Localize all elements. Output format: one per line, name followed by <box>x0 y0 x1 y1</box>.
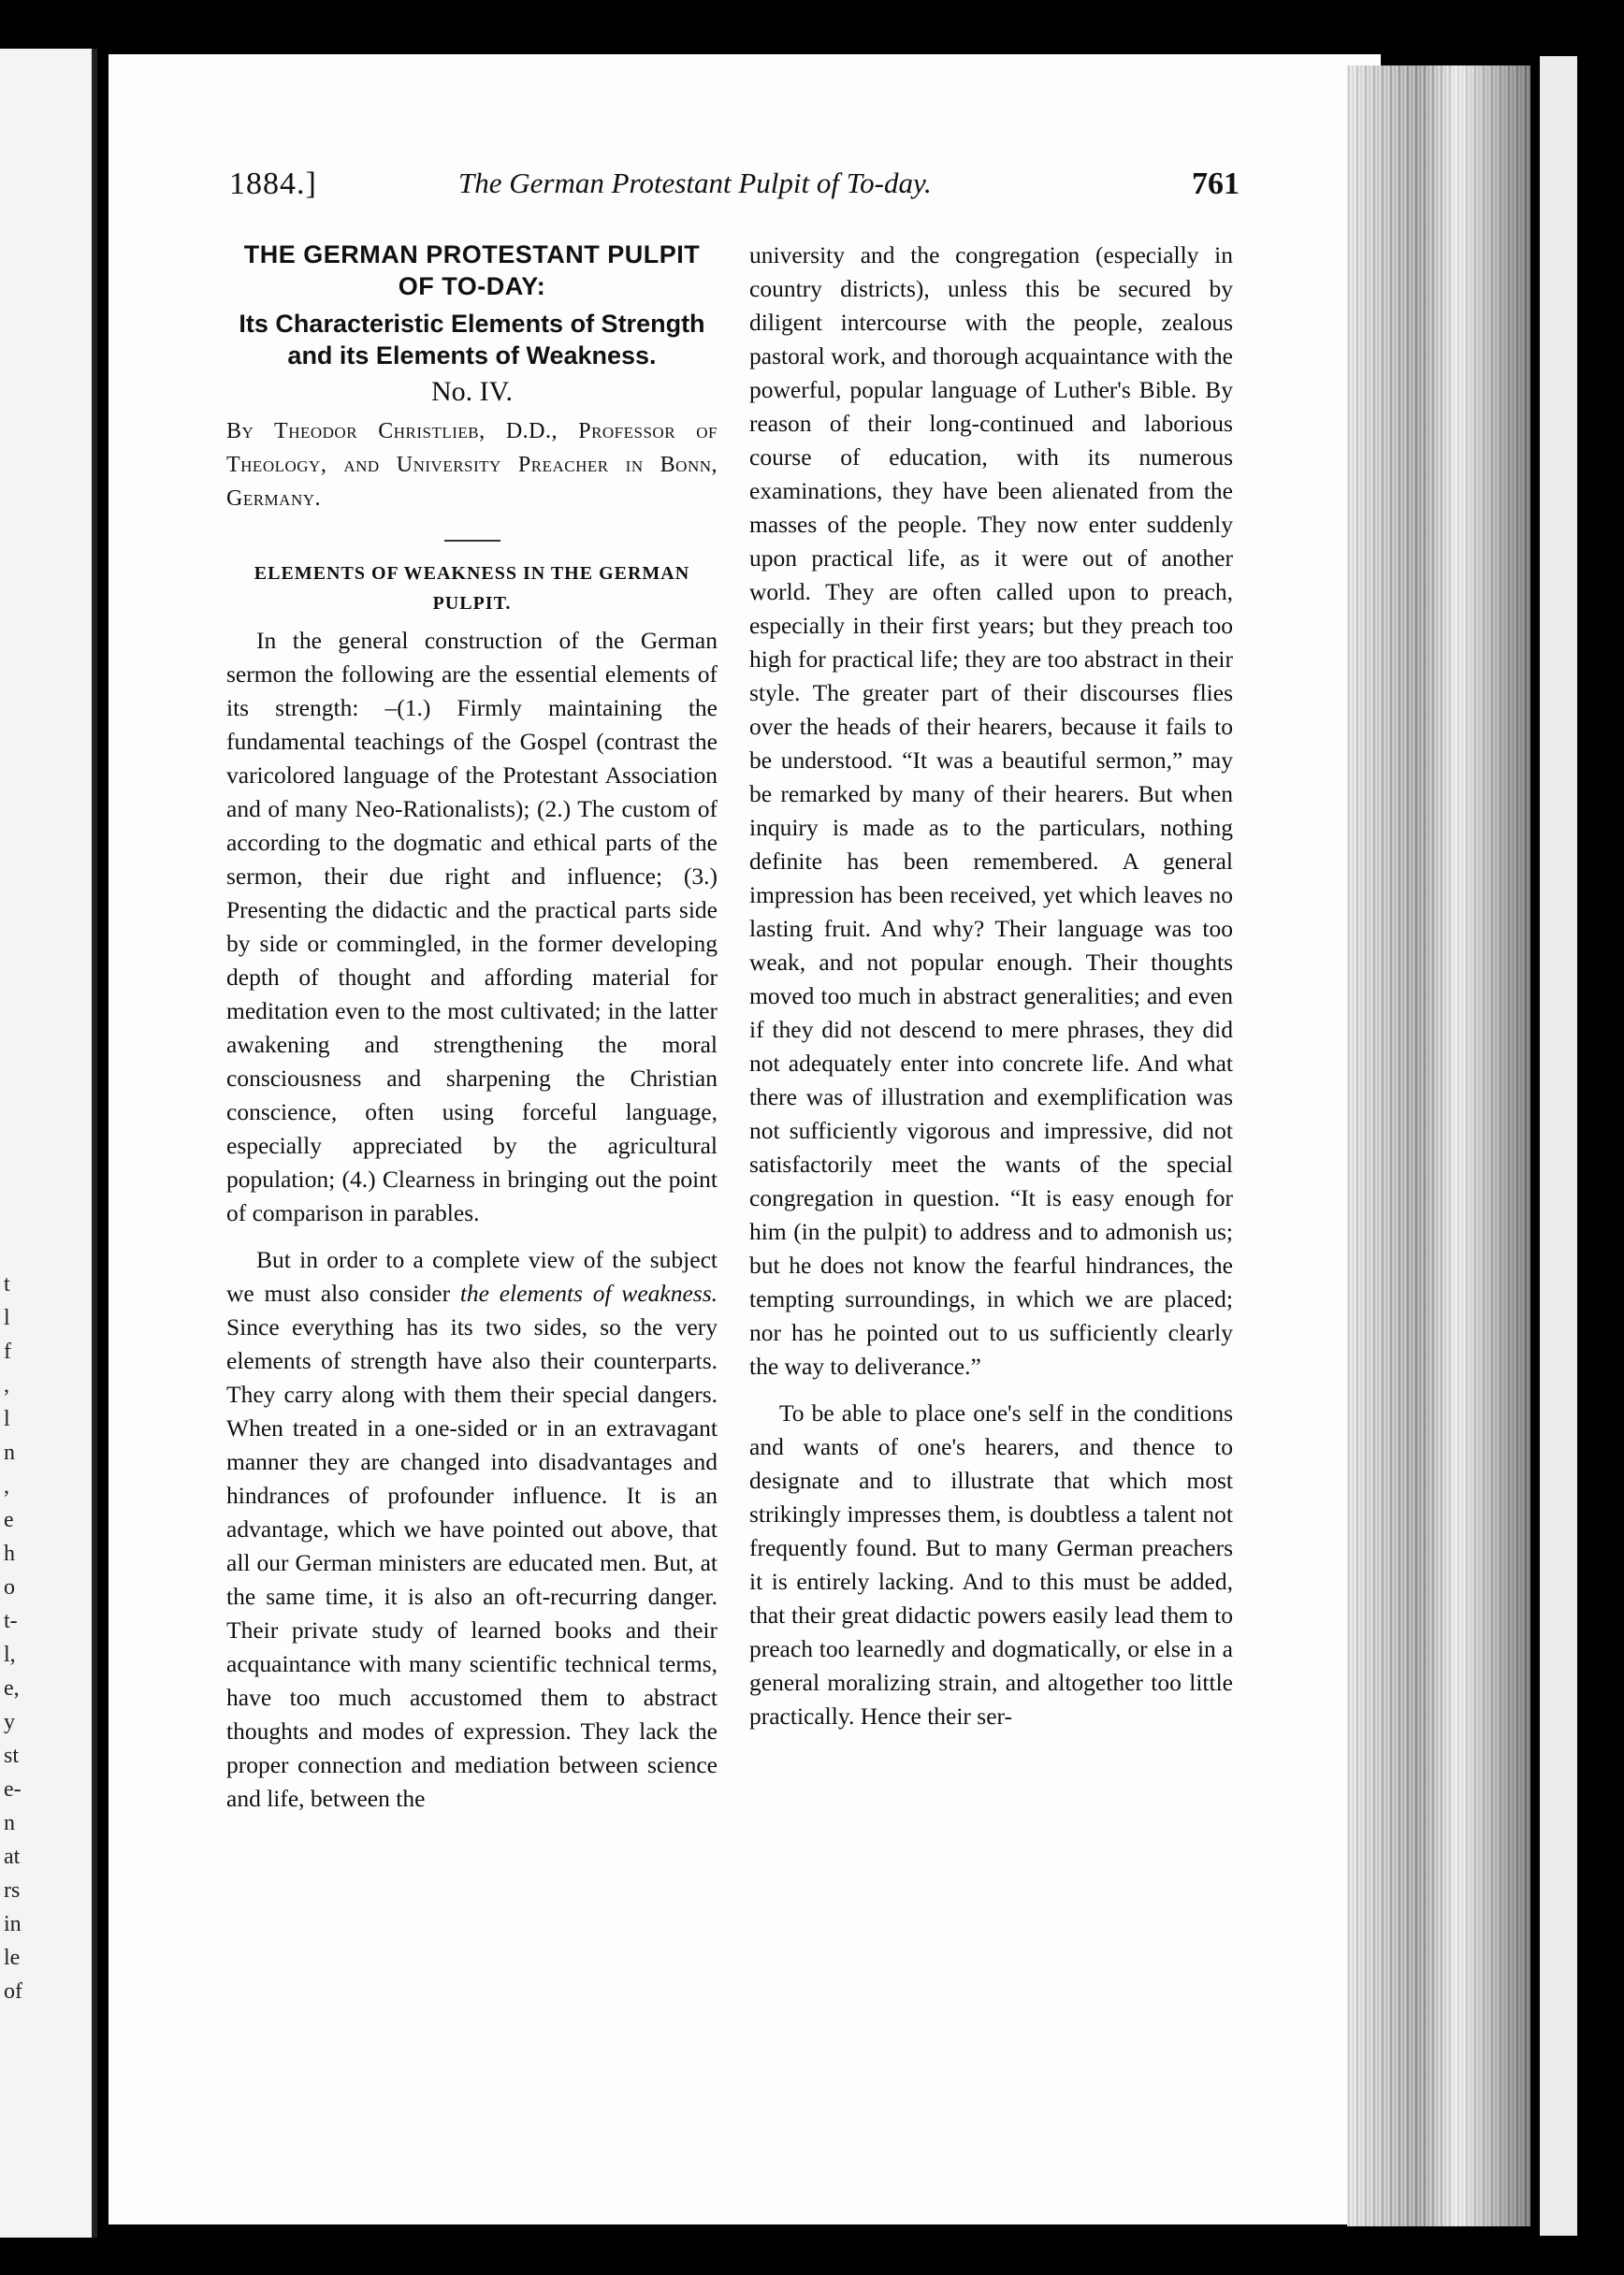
paragraph-text: Since everything has its two sides, so the very elements of strength have also their counterparts. They carry along with them their special dangers. When treated in a one-sided or in an extravagant manner they are changed into disadvantages and hindrances of profounder influence. It is an advantage, which we have pointed out above, that all our German ministers are educated men. But, at the same time, it is also an oft-recurring danger. Their private study of learned books and their acquaintance with many scientific technical terms, have too much accustomed them to abstract thoughts and modes of expression. They lack the proper connection and mediation between science and life, between the <box>226 1313 718 1812</box>
facing-page-fragment: l <box>4 1407 10 1431</box>
paragraph: university and the congregation (especially in country districts), unless this be secured by diligent intercourse with the people, zealous pastoral work, and thorough acquaintance with the powerful, popular language of Luther's Bible. By reason of their long-continued and laborious course of education, with its numerous examinations, they have been alienated from the masses of the people. They now enter suddenly upon practical life, as it were out of another world. They are often called upon to preach, especially in their first years; but they preach too high for practical life; they are too abstract in their style. The greater part of their discourses flies over the heads of their hearers, because it fails to be understood. “It was a beautiful sermon,” may be remarked by many of their hearers. But when inquiry is made as to the particulars, nothing definite has been remembered. A general impression has been received, yet which leaves no lasting fruit. And why? Their language was too weak, and not popular enough. Their thoughts moved too much in abstract generalities; and even if they did not descend to mere phrases, they did not adequately enter into concrete life. And what there was of illustration and exemplification was not sufficiently vigorous and impressive, did not satisfactorily meet the wants of the special congregation in question. “It is easy enough for him (in the pulpit) to address and to admonish us; but he does not know the fearful hindrances, the tempting surroundings, in which we are placed; nor has he pointed out to us sufficiently clearly the way to deliverance.” <box>749 241 1233 1380</box>
facing-page-fragment: of <box>4 1979 22 2004</box>
paragraph: To be able to place one's self in the conditions and wants of one's hearers, and thence to designate and to illustrate that which most strikingly impresses them, is doubtless a talent not frequently found. But to many German preachers it is entirely lacking. And to this must be added, that their great didactic powers easily lead them to preach too learnedly and dogmatically, or else in a general moralizing strain, and altogether too little practically. Hence their ser- <box>749 1399 1233 1730</box>
facing-page-fragment: y <box>4 1710 15 1734</box>
facing-page-fragment: , <box>4 1474 9 1499</box>
section-heading: ELEMENTS OF WEAKNESS IN THE GERMAN PULPIT. <box>254 563 690 614</box>
facing-page-fragment: e- <box>4 1777 22 1802</box>
article-title-block <box>226 239 718 411</box>
facing-page-fragment: at <box>4 1845 21 1869</box>
background-sheet <box>1540 56 1577 2236</box>
paragraph <box>226 1243 718 1816</box>
facing-page-fragment: h <box>4 1542 15 1566</box>
paragraph-text: But in order to a complete view of the subject we must also consider <box>226 1246 718 1307</box>
facing-page-fragment: n <box>4 1811 15 1835</box>
facing-page-fragment: n <box>4 1441 15 1465</box>
article-title: THE GERMAN PROTESTANT PULPIT OF TO-DAY: <box>243 240 701 300</box>
page-number: 761 <box>1192 167 1240 201</box>
running-head <box>229 167 1240 213</box>
facing-page-fragment: le <box>4 1946 21 1970</box>
facing-page-fragment: in <box>4 1912 22 1936</box>
facing-page-fragment: rs <box>4 1878 21 1903</box>
article-byline: By Theodor Christlieb, D.D., Professor of Theology, and University Preacher in Bonn, Germany. <box>226 419 718 511</box>
facing-page-fragment: t <box>4 1272 10 1297</box>
article-number: No. IV. <box>431 376 513 407</box>
facing-page-fragment: st <box>4 1744 20 1768</box>
left-column <box>226 239 718 1816</box>
facing-page-fragment: o <box>4 1575 15 1600</box>
paragraph: In the general construction of the German sermon the following are the essential elements of its strength: –(1.) Firmly maintaining the fundamental teachings of the Gospel (contrast the varicolored language of the Protestant Association and of many Neo-Rationalists); (2.) The custom of according to the dogmatic and ethical parts of the sermon, their due right and influence; (3.) Presenting the didactic and the practical parts side by side or commingled, in the former developing depth of thought and affording material for meditation even to the most cultivated; in the latter awakening and strengthening the moral consciousness and sharpening the Christian conscience, often using forceful language, especially appreciated by the agricultural population; (4.) Clearness in bringing out the point of comparison in parables. <box>226 627 718 1226</box>
facing-page-fragment: f <box>4 1340 11 1364</box>
facing-page-edge <box>0 49 97 2238</box>
facing-page-fragment: l <box>4 1306 10 1330</box>
running-head-year: 1884.] <box>229 167 317 201</box>
facing-page-fragment: e <box>4 1508 14 1532</box>
article-subtitle: Its Characteristic Elements of Strength and its Elements of Weakness. <box>239 310 705 370</box>
facing-page-fragment: , <box>4 1373 9 1398</box>
facing-page-fragment: l, <box>4 1643 16 1667</box>
page-edges <box>1347 65 1530 2226</box>
right-column <box>749 239 1233 1733</box>
running-head-title: The German Protestant Pulpit of To-day. <box>458 167 932 199</box>
facing-page-fragment: e, <box>4 1676 20 1701</box>
facing-page-fragment: t- <box>4 1609 18 1633</box>
emphasis-text: the elements of weakness. <box>459 1280 718 1307</box>
divider-rule <box>444 540 500 542</box>
